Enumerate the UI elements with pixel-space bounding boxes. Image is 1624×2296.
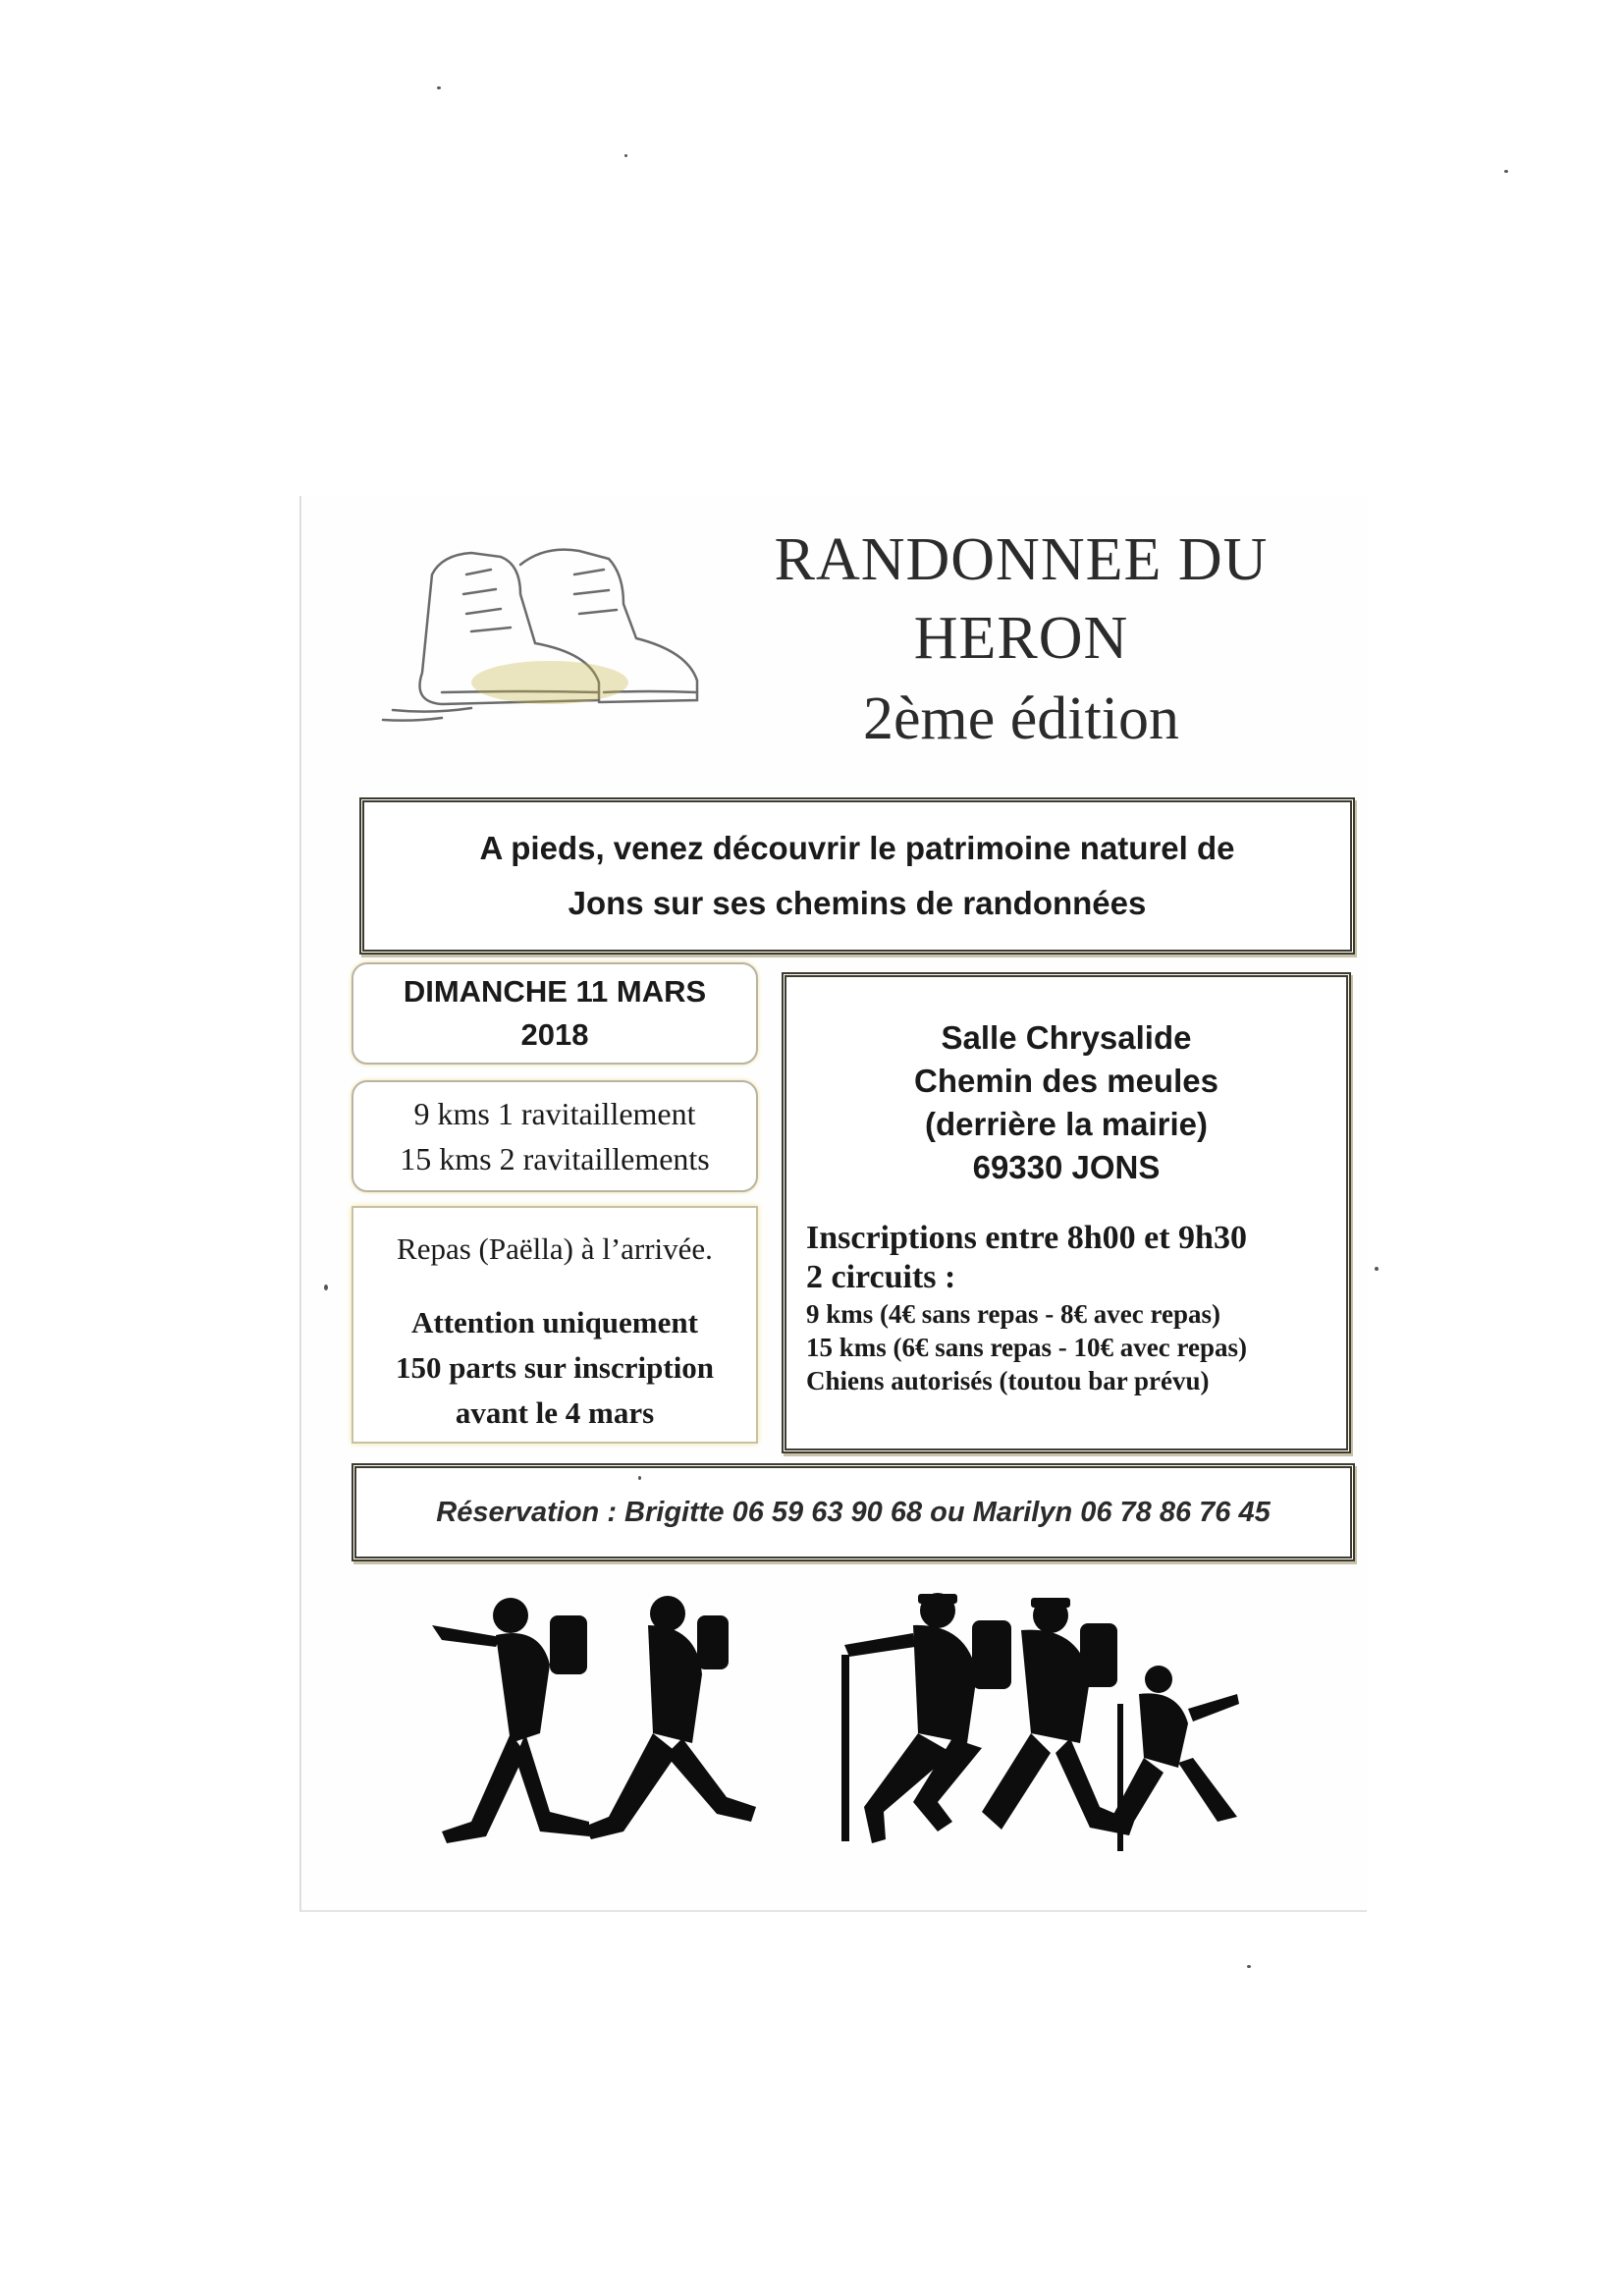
venue-address — [786, 1016, 1346, 1189]
date-line-1: DIMANCHE 11 MARS — [403, 974, 707, 1009]
venue-line-3: (derrière la mairie) — [925, 1106, 1208, 1142]
hikers-silhouette-icon — [403, 1586, 1286, 1881]
scan-speck — [1247, 1965, 1251, 1968]
reservation-box — [352, 1463, 1355, 1561]
venue-line-4: 69330 JONS — [972, 1149, 1161, 1185]
registration-circuits: 2 circuits : — [806, 1259, 956, 1295]
meal-box — [352, 1206, 758, 1444]
circuit-1: 9 kms (4€ sans repas - 8€ avec repas) — [806, 1299, 1220, 1329]
venue-registration-box — [782, 972, 1351, 1453]
scan-speck — [1504, 170, 1508, 173]
page-title — [687, 520, 1355, 760]
meal-line: Repas (Paëlla) à l’arrivée. — [397, 1231, 713, 1266]
attention-line-3: avant le 4 mars — [455, 1395, 655, 1430]
reservation-text: Réservation : Brigitte 06 59 63 90 68 ou Marilyn 06 78 86 76 45 — [436, 1496, 1271, 1528]
scan-speck — [324, 1285, 328, 1290]
hiking-boots-icon — [373, 535, 727, 732]
title-edition: 2ème édition — [863, 685, 1179, 752]
circuit-2: 15 kms (6€ sans repas - 10€ avec repas) — [806, 1333, 1247, 1362]
intro-banner — [359, 797, 1355, 955]
scan-speck — [1375, 1267, 1379, 1271]
banner-line-1: A pieds, venez découvrir le patrimoine naturel de — [479, 830, 1235, 866]
title-line-2: HERON — [913, 605, 1129, 672]
date-line-2: 2018 — [520, 1017, 589, 1052]
date-box — [352, 962, 758, 1065]
meal-attention — [353, 1300, 756, 1436]
title-line-1: RANDONNEE DU — [774, 526, 1269, 593]
venue-line-1: Salle Chrysalide — [941, 1019, 1192, 1056]
distances-box — [352, 1080, 758, 1192]
distance-line-2: 15 kms 2 ravitaillements — [400, 1141, 710, 1176]
registration-hours: Inscriptions entre 8h00 et 9h30 — [806, 1220, 1247, 1256]
attention-line-2: 150 parts sur inscription — [395, 1350, 715, 1385]
dogs-allowed: Chiens autorisés (toutou bar prévu) — [806, 1366, 1210, 1395]
distance-line-1: 9 kms 1 ravitaillement — [413, 1096, 696, 1131]
venue-line-2: Chemin des meules — [914, 1063, 1218, 1099]
registration-info — [786, 1219, 1346, 1397]
scan-speck — [624, 154, 627, 157]
scan-speck — [437, 86, 441, 89]
banner-line-2: Jons sur ses chemins de randonnées — [568, 885, 1147, 921]
attention-line-1: Attention uniquement — [411, 1305, 698, 1339]
scan-speck — [638, 1476, 641, 1480]
